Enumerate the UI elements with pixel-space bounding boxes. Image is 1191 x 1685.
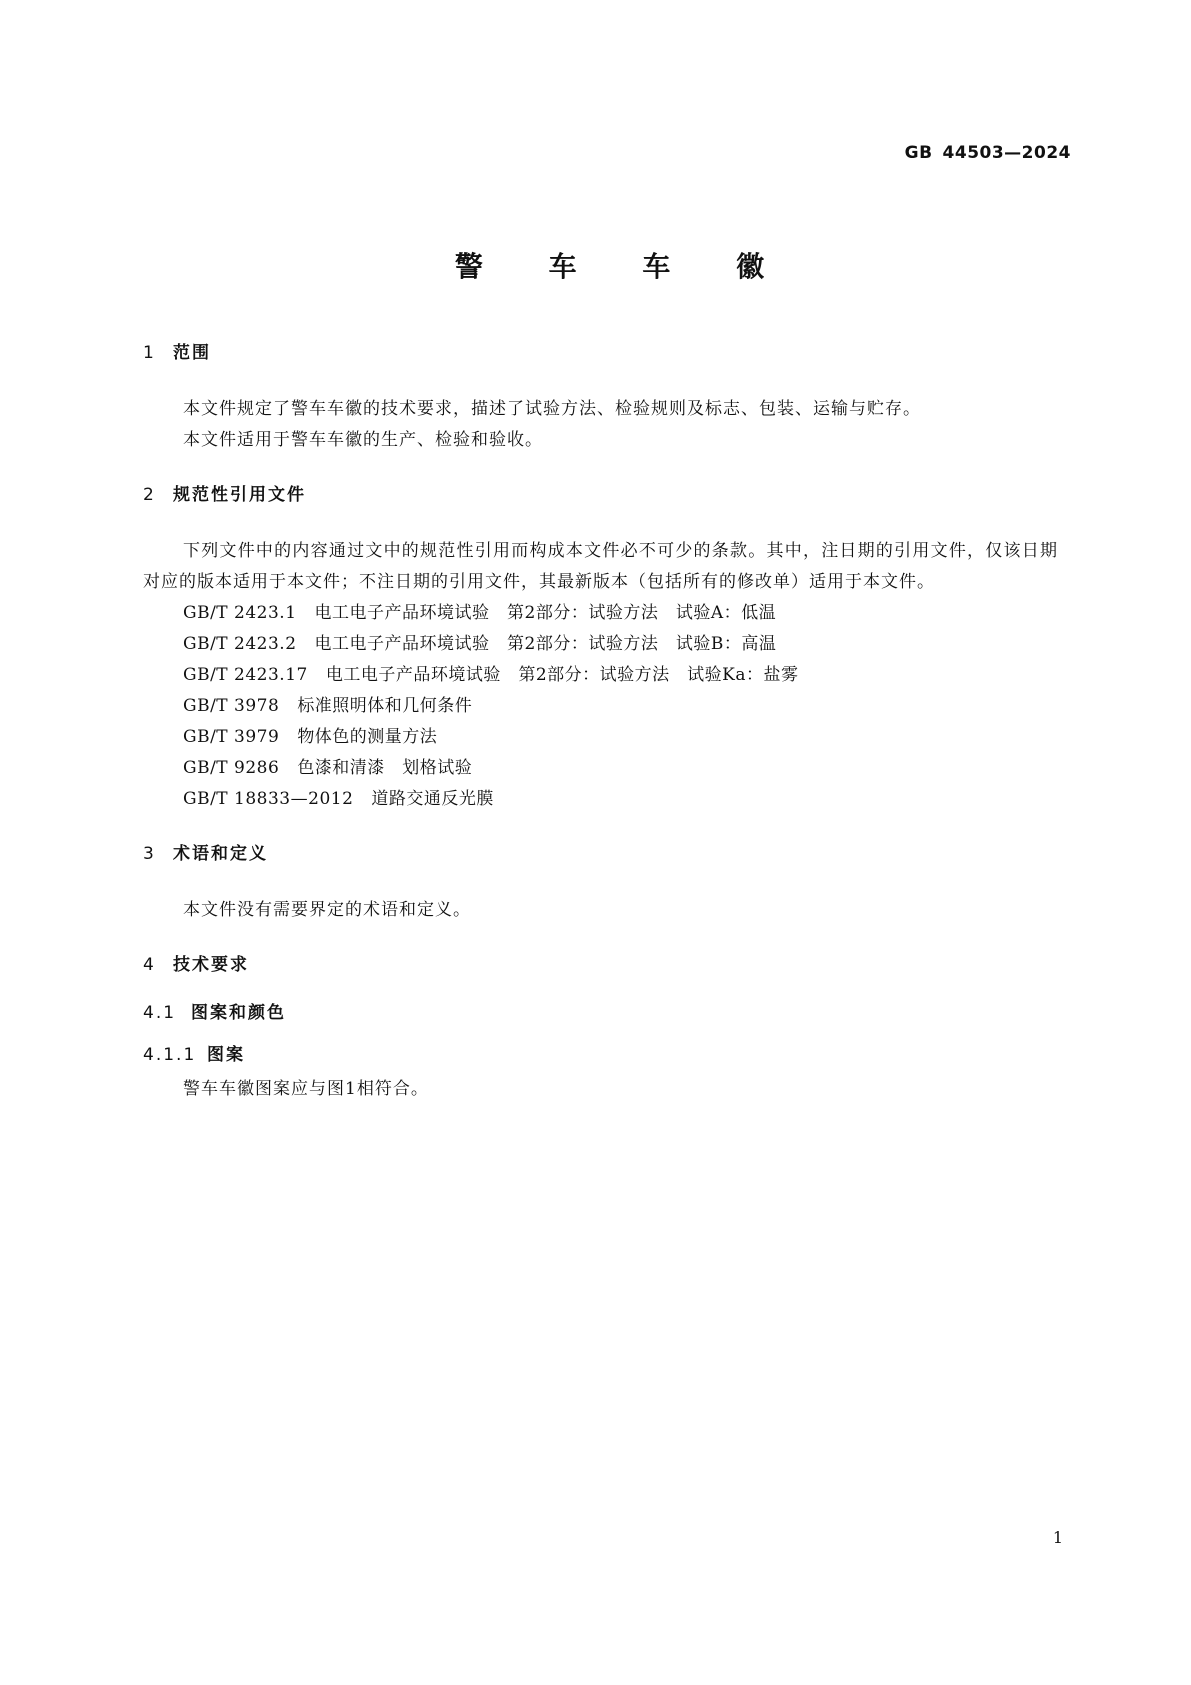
standard-number: 44503—2024 <box>942 143 1071 163</box>
reference-title: 色漆和清漆 划格试验 <box>297 758 473 778</box>
reference-item <box>143 691 1058 722</box>
normative-references-list <box>143 598 1058 815</box>
reference-item <box>143 784 1058 815</box>
section-number: 1 <box>143 343 156 363</box>
reference-item <box>143 598 1058 629</box>
reference-title: 电工电子产品环境试验 第2部分：试验方法 试验B：高温 <box>314 634 777 654</box>
section-3-heading <box>143 841 1058 867</box>
reference-title: 物体色的测量方法 <box>297 727 438 747</box>
standard-prefix: GB <box>904 143 933 163</box>
page-number: 1 <box>1052 1528 1063 1547</box>
subsection-number: 4.1.1 <box>143 1045 197 1065</box>
section-number: 3 <box>143 844 156 864</box>
section-number: 4 <box>143 955 156 975</box>
paragraph: 警车车徽图案应与图1相符合。 <box>183 1079 429 1099</box>
section-2-heading <box>143 482 1058 508</box>
document-body <box>143 340 1058 1105</box>
paragraph: 本文件规定了警车车徽的技术要求，描述了试验方法、检验规则及标志、包装、运输与贮存。 <box>183 399 921 419</box>
reference-item <box>143 722 1058 753</box>
paragraph: 本文件适用于警车车徽的生产、检验和验收。 <box>183 430 543 450</box>
reference-code: GB/T 18833—2012 <box>183 789 354 809</box>
section-title: 范围 <box>173 343 211 363</box>
subsection-number: 4.1 <box>143 1003 177 1023</box>
section-1-heading <box>143 340 1058 366</box>
paragraph: 下列文件中的内容通过文中的规范性引用而构成本文件必不可少的条款。其中，注日期的引用文件，仅该日期对应的版本适用于本文件；不注日期的引用文件，其最新版本（包括所有的修改单）适用于本文件。 <box>143 541 1058 592</box>
section-title: 技术要求 <box>173 955 249 975</box>
subsection-4-1-heading <box>143 1000 1058 1026</box>
section-title: 术语和定义 <box>173 844 268 864</box>
section-title: 规范性引用文件 <box>173 485 306 505</box>
reference-title: 电工电子产品环境试验 第2部分：试验方法 试验Ka：盐雾 <box>325 665 799 685</box>
reference-code: GB/T 3978 <box>183 696 280 716</box>
reference-code: GB/T 9286 <box>183 758 280 778</box>
reference-code: GB/T 3979 <box>183 727 280 747</box>
reference-code: GB/T 2423.2 <box>183 634 297 654</box>
standard-code <box>905 143 1071 163</box>
reference-item <box>143 629 1058 660</box>
subsection-title: 图案和颜色 <box>191 1003 286 1023</box>
reference-code: GB/T 2423.1 <box>183 603 297 623</box>
reference-title: 标准照明体和几何条件 <box>297 696 473 716</box>
reference-item <box>143 660 1058 691</box>
subsection-title: 图案 <box>207 1045 245 1065</box>
reference-item <box>143 753 1058 784</box>
reference-title: 电工电子产品环境试验 第2部分：试验方法 试验A：低温 <box>314 603 777 623</box>
paragraph: 本文件没有需要界定的术语和定义。 <box>183 900 471 920</box>
subsection-4-1-1-heading <box>143 1042 1058 1068</box>
section-4-heading <box>143 952 1058 978</box>
reference-title: 道路交通反光膜 <box>371 789 494 809</box>
section-number: 2 <box>143 485 156 505</box>
document-title: 警 车 车 徽 <box>454 250 793 283</box>
reference-code: GB/T 2423.17 <box>183 665 308 685</box>
